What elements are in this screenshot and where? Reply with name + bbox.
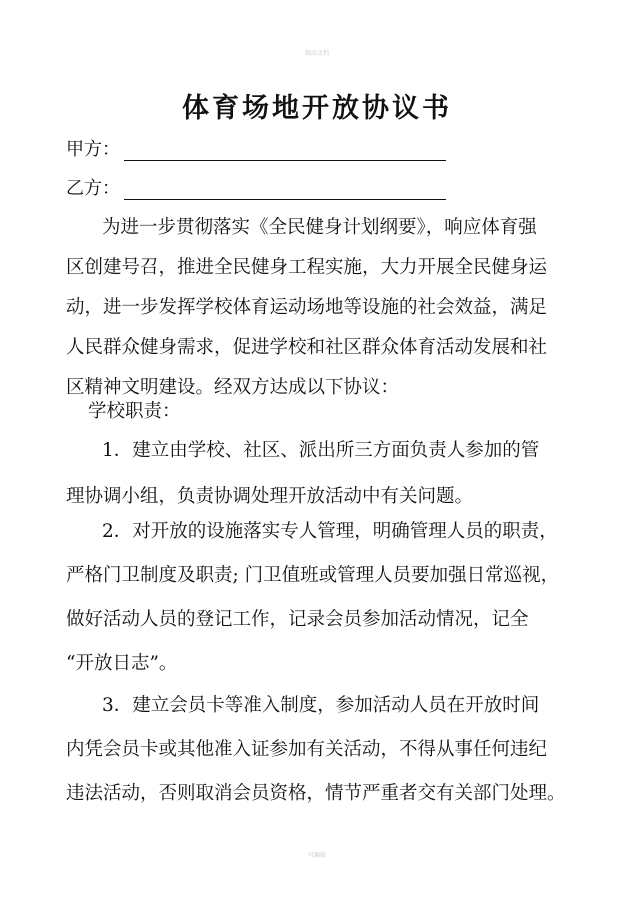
item-1 [66, 428, 566, 520]
item-line: 1．建立由学校、社区、派出所三方面负责人参加的管 [102, 440, 540, 461]
item-line: “开放日志”。 [66, 653, 178, 674]
item-line: 做好活动人员的登记工作，记录会员参加活动情况，记全 [66, 609, 529, 630]
party-a-blank-line [124, 140, 446, 161]
intro-paragraph [66, 208, 566, 408]
section-heading [66, 398, 588, 426]
section-heading-text: 学校职责： [88, 401, 181, 422]
intro-line: 区精神文明建设。经双方达成以下协议： [66, 377, 400, 398]
footer-watermark: 可编辑 [307, 852, 326, 859]
intro-line: 区创建号召，推进全民健身工程实施，大力开展全民健身运 [66, 257, 548, 278]
intro-line: 为进一步贯彻落实《全民健身计划纲要》，响应体育强 [102, 217, 537, 238]
item-line: 严格门卫制度及职责; 门卫值班或管理人员要加强日常巡视， [66, 565, 560, 586]
item-line: 理协调小组，负责协调处理开放活动中有关问题。 [66, 486, 474, 507]
party-b-row [66, 174, 446, 200]
party-b-blank-line [124, 179, 446, 200]
intro-line: 人民群众健身需求，促进学校和社区群众体育活动发展和社 [66, 337, 548, 358]
intro-line: 动，进一步发挥学校体育运动场地等设施的社会效益，满足 [66, 297, 548, 318]
item-line: 2．对开放的设施落实专人管理，明确管理人员的职责， [102, 521, 558, 542]
party-a-label: 甲方： [66, 139, 120, 160]
party-b-label: 乙方： [66, 178, 120, 199]
party-a-row [66, 135, 446, 161]
item-line: 内凭会员卡或其他准入证参加有关活动，不得从事任何违纪 [66, 739, 548, 760]
item-line: 违法活动，否则取消会员资格，情节严重者交有关部门处理。 [66, 783, 566, 804]
document-title: 体育场地开放协议书 [182, 93, 452, 124]
item-3 [66, 684, 566, 816]
item-2 [66, 510, 566, 686]
item-line: 3．建立会员卡等准入制度，参加活动人员在开放时间 [102, 695, 540, 716]
header-watermark: 精品文档 [304, 50, 329, 57]
